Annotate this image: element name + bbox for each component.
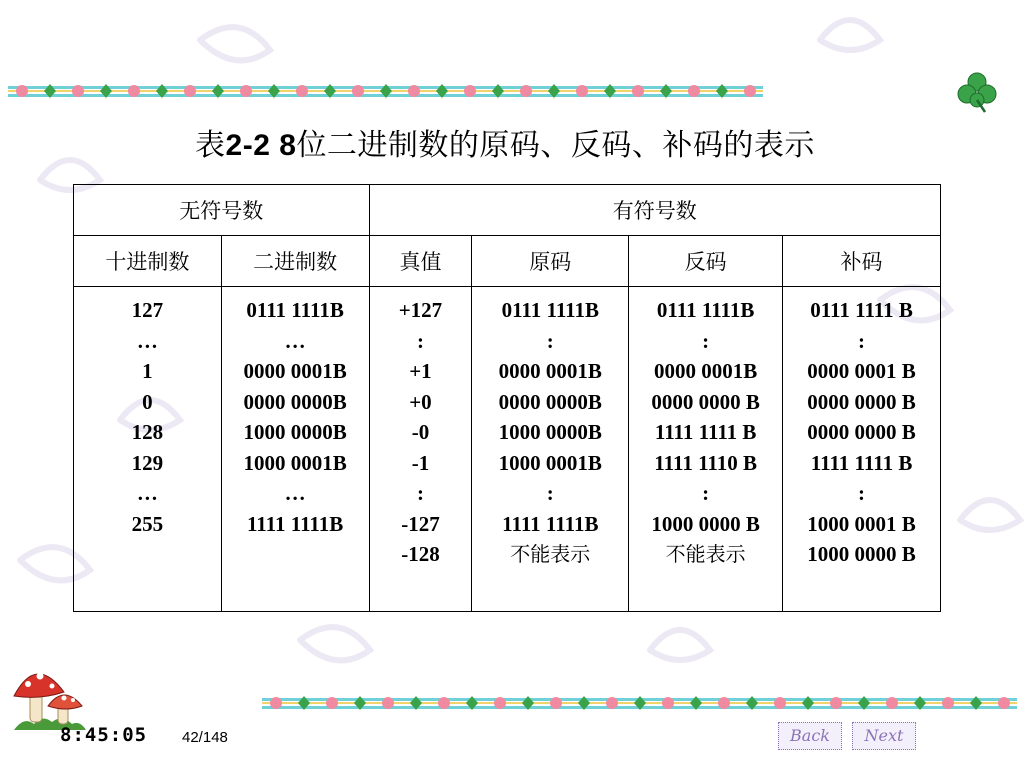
cell-value: 1000 0001 B — [807, 511, 916, 536]
cell-value: 1000 0001B — [243, 450, 347, 475]
cell-value: 0111 1111 B — [810, 298, 913, 322]
cell-value: -1 — [411, 450, 430, 475]
cell-value: 0000 0001 B — [807, 359, 916, 383]
cell-value: +127 — [398, 298, 443, 322]
cell-value: 0000 0000B — [243, 389, 347, 414]
cell-value: 1000 0000 B — [807, 542, 916, 566]
garland-flower — [688, 85, 700, 97]
col-twos-complement: 补码 — [783, 236, 941, 287]
column-header-row — [74, 236, 941, 287]
clover-icon — [955, 70, 999, 114]
code-table — [73, 184, 941, 612]
clock-display: 8:45:05 — [60, 724, 148, 746]
cell-value: : — [858, 328, 866, 353]
garland-flower — [382, 697, 394, 709]
cell-value: +1 — [409, 359, 432, 383]
garland-flower — [72, 85, 84, 97]
cell-value: : — [416, 328, 424, 353]
cell-value: 1 — [142, 359, 153, 383]
cell-value: 不能表示 — [665, 542, 746, 566]
cell-value: : — [702, 328, 710, 353]
cell-value: : — [416, 481, 424, 505]
cell-value: : — [702, 481, 710, 505]
cell-value: 0111 1111B — [656, 298, 755, 322]
data-row — [74, 287, 941, 612]
binary-values — [221, 287, 369, 612]
garland-flower — [16, 85, 28, 97]
title-text: 位二进制数的原码、反码、补码的表示 — [296, 128, 815, 163]
cell-value: : — [858, 481, 866, 505]
cell-value: -128 — [401, 542, 440, 566]
garland-flower — [662, 697, 674, 709]
cell-value: 127 — [131, 298, 164, 322]
garland-flower — [998, 697, 1010, 709]
cell-value: 1000 0000B — [498, 420, 602, 444]
cell-value: 0 — [142, 389, 153, 414]
title-prefix: 表 — [195, 128, 226, 163]
garland-flower — [326, 697, 338, 709]
cell-value: 0000 0000 B — [807, 420, 916, 444]
mushroom-icon — [10, 660, 90, 732]
garland-flower — [128, 85, 140, 97]
garland-flower — [520, 85, 532, 97]
unsigned-header: 无符号数 — [74, 185, 370, 236]
cell-value: 1111 1110 B — [654, 450, 758, 475]
cell-value: 0000 0001B — [498, 359, 602, 383]
garland-flower — [718, 697, 730, 709]
cell-value: 0000 0000 B — [807, 389, 916, 414]
page-counter: 42/148 — [182, 729, 228, 746]
cell-value: -127 — [401, 511, 440, 536]
sign-magnitude-values — [472, 287, 629, 612]
cell-value: 1111 1111B — [246, 511, 344, 536]
cell-value: 0111 1111B — [246, 298, 344, 322]
garland-flower — [886, 697, 898, 709]
cell-value: 0000 0001B — [243, 359, 347, 383]
true-values — [369, 287, 472, 612]
cell-value: 128 — [131, 420, 164, 444]
garland-flower — [438, 697, 450, 709]
garland-flower — [352, 85, 364, 97]
cell-value: : — [546, 481, 554, 505]
cell-value: 不能表示 — [510, 542, 591, 566]
cell-value: 1111 1111B — [502, 511, 599, 536]
garland-flower — [576, 85, 588, 97]
twos-complement-values — [783, 287, 941, 612]
cell-value: 0000 0000 B — [651, 389, 760, 414]
top-garland — [8, 80, 763, 104]
garland-flower — [184, 85, 196, 97]
garland-flower — [942, 697, 954, 709]
cell-value: 0000 0001B — [654, 359, 758, 383]
col-binary: 二进制数 — [221, 236, 369, 287]
garland-flower — [408, 85, 420, 97]
back-button[interactable]: Back — [778, 722, 842, 750]
cell-value: … — [284, 481, 306, 505]
cell-value: +0 — [409, 389, 432, 414]
cell-value: 0000 0000B — [498, 389, 602, 414]
garland-flower — [240, 85, 252, 97]
col-true-value: 真值 — [369, 236, 472, 287]
cell-value: 129 — [131, 450, 164, 475]
garland-flower — [464, 85, 476, 97]
next-button[interactable]: Next — [852, 722, 916, 750]
cell-value: … — [136, 481, 158, 505]
col-sign-magnitude: 原码 — [472, 236, 629, 287]
decimal-values — [74, 287, 222, 612]
title-number: 2-2 8 — [225, 129, 297, 162]
cell-value: 255 — [131, 511, 164, 536]
garland-flower — [606, 697, 618, 709]
garland-flower — [494, 697, 506, 709]
garland-flower — [744, 85, 756, 97]
cell-value: -0 — [411, 420, 430, 444]
signed-header: 有符号数 — [369, 185, 940, 236]
cell-value: 1111 1111 B — [810, 450, 913, 475]
cell-value: : — [546, 328, 554, 353]
garland-flower — [296, 85, 308, 97]
garland-flower — [270, 697, 282, 709]
garland-flower — [774, 697, 786, 709]
ones-complement-values — [629, 287, 783, 612]
bottom-garland — [262, 692, 1017, 716]
cell-value: 1000 0001B — [498, 450, 602, 475]
garland-flower — [632, 85, 644, 97]
group-header-row — [74, 185, 941, 236]
garland-flower — [550, 697, 562, 709]
cell-value: 1000 0000B — [243, 420, 347, 444]
col-decimal: 十进制数 — [74, 236, 222, 287]
garland-flower — [830, 697, 842, 709]
cell-value: 0111 1111B — [501, 298, 600, 322]
cell-value: … — [136, 328, 158, 353]
slide-title — [0, 120, 1010, 164]
cell-value: 1111 1111 B — [654, 420, 757, 444]
cell-value: … — [284, 328, 306, 353]
cell-value: 1000 0000 B — [651, 511, 760, 536]
col-ones-complement: 反码 — [629, 236, 783, 287]
